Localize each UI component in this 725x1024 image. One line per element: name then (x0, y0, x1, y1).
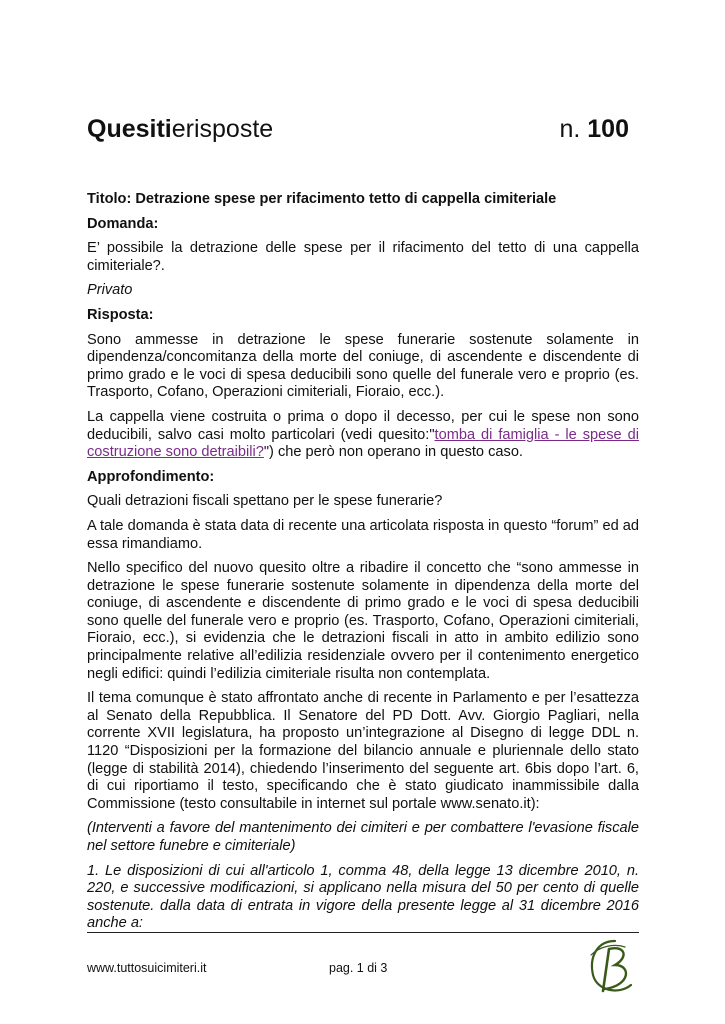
approfondimento-paragraph-3: Nello specifico del nuovo quesito oltre a ribadire il concetto che “sono ammesse in detrazione le spese funerarie sostenute solamente in dipendenza della morte del coniuge, di ascendente e discendente di primo grado e le voci di spesa deducibili sono quelle del funerale vero e proprio (es. Trasporto, Cofano, Operazioni cimiteriali, Fioraio, ecc.), si evidenzia che le detrazioni fiscali in atto in ambito edilizio sono principalmente relative all’edilizia residenziale ovvero per il contenimento energetico negli edifici: quindi l’edilizia cimiteriale risulta non contemplata. (87, 560, 639, 682)
domanda-text: E’ possibile la detrazione delle spese per il rifacimento del tetto di una cappella cimiteriale?. (87, 240, 639, 274)
quote-title: (Interventi a favore del mantenimento dei cimiteri e per combattere l'evasione fiscale nel settore funebre e cimiteriale) (87, 820, 639, 854)
risposta-paragraph-1: Sono ammesse in detrazione le spese funerarie sostenute solamente in dipendenza/concomitanza della morte del coniuge, di ascendente e discendente di primo grado e le voci di spesa deducibili sono quelle del funerale vero e proprio (es. Trasporto, Cofano, Operazioni cimiteriali, Fioraio, ecc.). (87, 331, 639, 401)
footer-page-number: pag. 1 di 3 (329, 961, 388, 975)
risposta-p2-after: ") che però non operano in questo caso. (263, 444, 523, 461)
issue-prefix: n. (559, 115, 588, 143)
related-question-link[interactable]: tomba di famiglia - le spese di costruzione sono detraibili? (87, 426, 639, 461)
brand-logo-icon (585, 935, 637, 997)
approfondimento-paragraph-2: A tale domanda è stata data di recente una articolata risposta in questo “forum” ed ad essa rimandiamo. (87, 517, 639, 552)
brand-bold: Quesiti (87, 115, 172, 143)
document-title: Titolo: Detrazione spese per rifacimento tetto di cappella cimiteriale (87, 191, 557, 207)
footer-divider (87, 932, 639, 933)
asker-label: Privato (87, 282, 133, 299)
risposta-p2-before: La cappella viene costruita o prima o dopo il decesso, per cui le spese non sono deducibili, salvo casi molto particolari (vedi quesito:" (87, 408, 639, 443)
domanda-heading: Domanda: (87, 215, 159, 232)
approfondimento-heading: Approfondimento: (87, 468, 215, 485)
brand-light: erisposte (171, 115, 274, 143)
document-header (87, 112, 639, 152)
issue-value: 100 (587, 115, 629, 143)
risposta-heading: Risposta: (87, 306, 154, 323)
brand-title (87, 112, 273, 146)
document-body (87, 191, 639, 940)
footer-site: www.tuttosuicimiteri.it (87, 961, 207, 975)
approfondimento-paragraph-4: Il tema comunque è stato affrontato anche di recente in Parlamento e per l’esattezza al Senato della Repubblica. Il Senatore del PD Dott. Avv. Giorgio Pagliari, nella corrente XVII legislatura, ha proposto un’integrazione al Disegno di legge DDL n. 1120 “Disposizioni per la formazione del bilancio annuale e pluriennale dello stato (legge di stabilità 2014), chiedendo l’inserimento del seguente art. 6bis dopo l’art. 6, di cui riportiamo il testo, specificando che è stato giudicato inammissibile dalla Commissione (testo consultabile in internet sul portale www.senato.it): (87, 690, 639, 812)
risposta-paragraph-2 (87, 409, 639, 462)
approfondimento-paragraph-1: Quali detrazioni fiscali spettano per le spese funerarie? (87, 493, 443, 510)
issue-number (559, 112, 629, 146)
quote-paragraph-1: 1. Le disposizioni di cui all'articolo 1, comma 48, della legge 13 dicembre 2010, n. 220, e successive modificazioni, si applicano nella misura del 50 per cento di quelle sostenute. dalla data di entrata in vigore della presente legge al 31 dicembre 2016 anche a: (87, 862, 639, 932)
